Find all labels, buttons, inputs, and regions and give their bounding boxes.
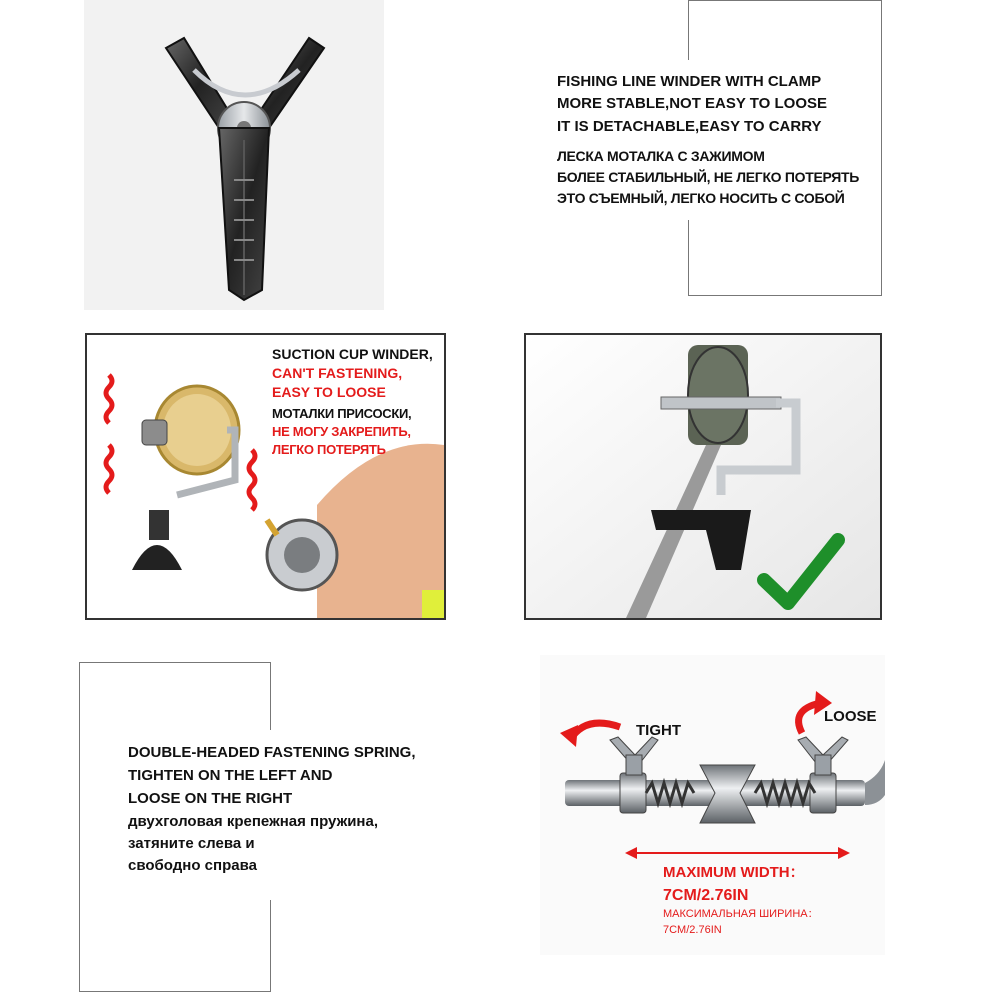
suction-line-3: EASY TO LOOSE: [272, 384, 386, 400]
top-text-en-1: FISHING LINE WINDER WITH CLAMP: [557, 73, 822, 90]
suction-line-2: CAN'T FASTENING,: [272, 365, 403, 381]
spring-line-6: свободно справа: [128, 857, 257, 874]
top-text-ru-2: БОЛЕЕ СТАБИЛЬНЫЙ, НЕ ЛЕГКО ПОТЕРЯТЬ: [557, 169, 859, 185]
top-text-ru-3: ЭТО СЪЕМНЫЙ, ЛЕГКО НОСИТЬ С СОБОЙ: [557, 190, 845, 206]
suction-line-4: МОТАЛКИ ПРИСОСКИ,: [272, 406, 412, 421]
spring-line-2: TIGHTEN ON THE LEFT AND: [128, 767, 333, 784]
top-text-ru-1: ЛЕСКА МОТАЛКА С ЗАЖИМОМ: [557, 148, 765, 164]
top-text-en-3: IT IS DETACHABLE,EASY TO CARRY: [557, 118, 822, 135]
spring-line-4: двухголовая крепежная пружина,: [128, 813, 379, 830]
spring-diagram: [540, 655, 885, 955]
max-width-value: 7CM/2.76IN: [663, 887, 749, 904]
max-width-value-ru: 7CM/2.76IN: [663, 924, 722, 936]
suction-line-1: SUCTION CUP WINDER,: [272, 346, 433, 362]
clamp-photo: [84, 0, 384, 310]
clamp-winder-illustration: [526, 335, 880, 618]
spring-line-5: затяните слева и: [128, 835, 255, 852]
max-width-label: MAXIMUM WIDTH：: [663, 864, 805, 881]
loose-label: LOOSE: [824, 708, 877, 725]
suction-panel: [85, 333, 446, 620]
tight-label: TIGHT: [636, 722, 681, 739]
suction-line-5: НЕ МОГУ ЗАКРЕПИТЬ,: [272, 424, 411, 439]
spring-line-1: DOUBLE-HEADED FASTENING SPRING,: [128, 744, 416, 761]
clamp-winder-panel: [524, 333, 882, 620]
spring-line-3: LOOSE ON THE RIGHT: [128, 790, 293, 807]
top-text-en-2: MORE STABLE,NOT EASY TO LOOSE: [557, 95, 828, 112]
clamp-illustration: [84, 0, 384, 310]
max-width-label-ru: МАКСИМАЛЬНАЯ ШИРИНА：: [663, 908, 819, 920]
suction-line-6: ЛЕГКО ПОТЕРЯТЬ: [272, 442, 386, 457]
